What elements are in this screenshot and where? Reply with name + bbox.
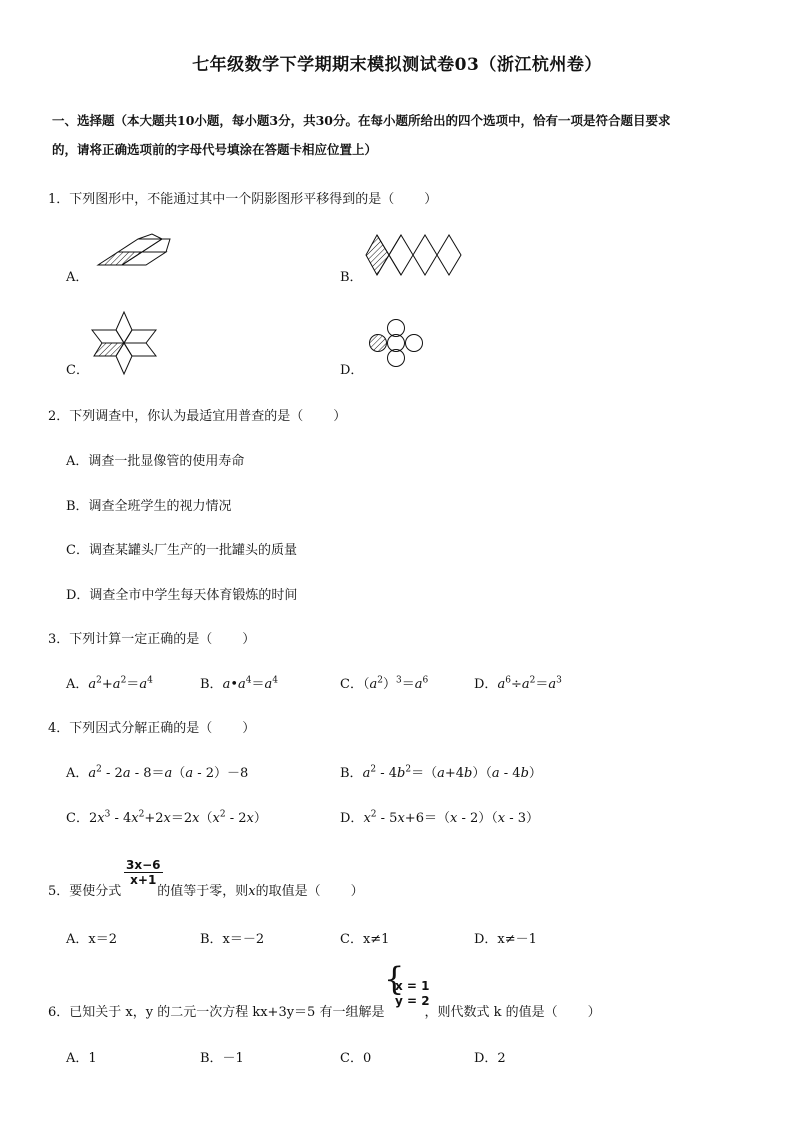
question-4: [48, 717, 255, 736]
question-6: 6．已知关于 x，y 的二元一次方程 kx+3y＝5 有一组解是 ，则代数式 k 的值是（ ）: [48, 1005, 601, 1020]
section-header-line1: 一、选择题（本大题共10小题，每小题3分，共30分。在每小题所给出的四个选项中，恰有一项是符合题目要求: [52, 113, 671, 128]
q2-option-a: A．调查一批显像管的使用寿命: [66, 454, 245, 469]
q4-option-c: C．$2x^3 - 4x^2+2x=2x(x^2 - 2x)$: [66, 809, 267, 826]
q1-option-c-label: C．: [66, 363, 89, 378]
q6-option-d: D．2: [474, 1051, 506, 1066]
question-1-text: 1．下列图形中，不能通过其中一个阴影图形平移得到的是（: [48, 192, 395, 207]
q1-option-d-label: D．: [340, 363, 364, 378]
q2-option-b: B．调查全班学生的视力情况: [66, 499, 232, 514]
question-2-text: 2．下列调查中，你认为最适宜用普查的是（: [48, 409, 304, 424]
question-3-text: 3．下列计算一定正确的是（: [48, 632, 213, 647]
q2-option-d: D．调查全市中学生每天体育锻炼的时间: [66, 588, 298, 603]
q5-option-b: B．x＝－2: [200, 932, 265, 947]
question-1: [48, 188, 437, 207]
q3-option-a: A．$a^2+a^2=a^4$: [66, 675, 153, 692]
q5-option-a: A．x＝2: [66, 932, 117, 947]
question-5: 5．要使分式 的值等于零，则x的取值是（ ）: [48, 884, 364, 899]
q5-option-d: D．x≠－1: [474, 932, 537, 947]
q6-equation-system: [384, 960, 430, 1009]
q4-option-d: D．$x^2 - 5x+6=(x - 2)(x - 3)$: [340, 809, 540, 826]
question-1-close: ）: [424, 192, 438, 207]
q5-fraction-numerator: 3x−6: [126, 858, 161, 872]
q6-system-line1: x = 1: [395, 979, 430, 993]
q3-option-b: B．$a•a^4=a^4$: [200, 675, 279, 692]
q5-option-c: C．x≠1: [340, 932, 390, 947]
q1-option-b-label: B．: [340, 270, 363, 285]
q6-option-a: A．1: [66, 1051, 97, 1066]
q2-option-c: C．调查某罐头厂生产的一批罐头的质量: [66, 543, 297, 558]
q6-option-c: C．0: [340, 1051, 372, 1066]
question-3: [48, 628, 255, 647]
q3-option-c: C．$(a^2)^3=a^6$: [340, 675, 429, 692]
q1-option-a-figure: [92, 232, 174, 268]
page-title: 七年级数学下学期期末模拟测试卷03（浙江杭州卷）: [192, 55, 602, 75]
q1-option-d-figure: [366, 318, 426, 370]
question-4-text: 4．下列因式分解正确的是（: [48, 721, 213, 736]
q6-brace: {: [384, 960, 405, 998]
q4-option-b: B．$a^2 - 4b^2=(a+4b)(a - 4b)$: [340, 764, 542, 781]
q1-option-c-figure: [88, 310, 160, 376]
question-2: [48, 405, 346, 424]
question-4-close: ）: [242, 721, 256, 736]
question-2-close: ）: [333, 409, 347, 424]
q5-fraction-denominator: x+1: [130, 873, 157, 887]
q3-option-d: D．$a^6\div a^2=a^3$: [474, 675, 562, 692]
section-header-line2: 的，请将正确选项前的字母代号填涂在答题卡相应位置上）: [52, 142, 378, 157]
q1-option-b-figure: [365, 234, 465, 276]
q6-system-line2: y = 2: [395, 994, 430, 1008]
q4-option-a: A．$a^2 - 2a - 8=a(a - 2)-8$: [66, 764, 249, 781]
q1-option-a-label: A．: [66, 270, 89, 285]
question-3-close: ）: [242, 632, 256, 647]
q6-option-b: B．－1: [200, 1051, 244, 1066]
q5-fraction: [124, 858, 163, 887]
